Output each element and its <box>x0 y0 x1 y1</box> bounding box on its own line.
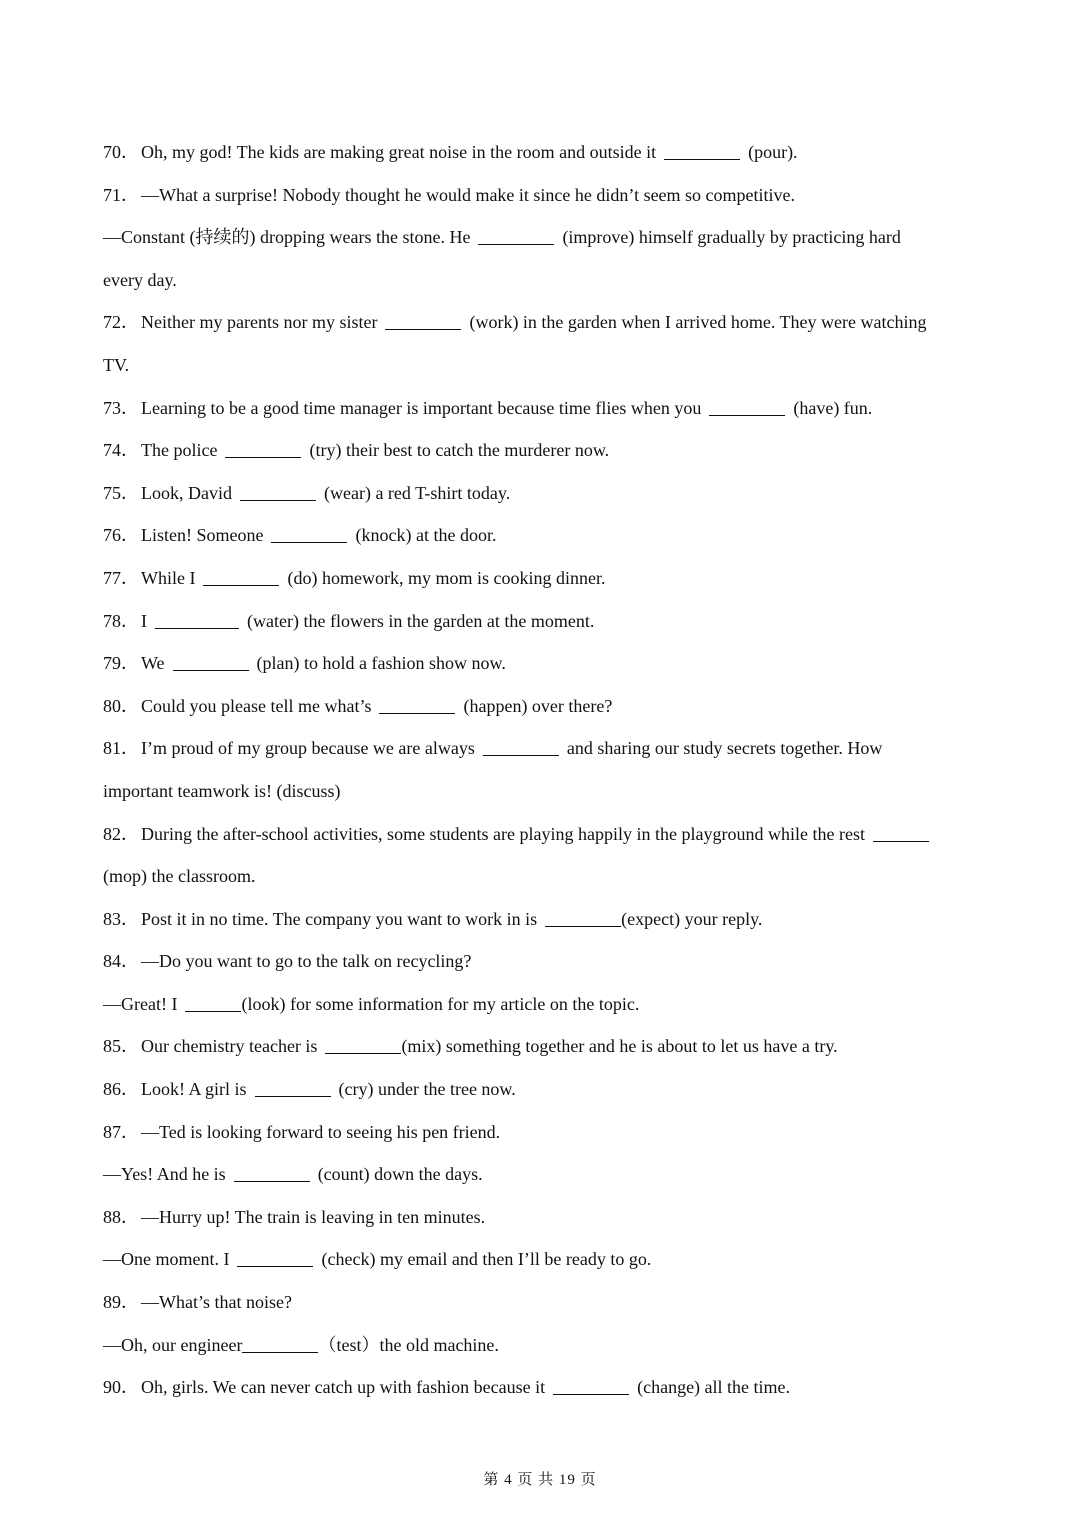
question-hint: （test）the old machine. <box>318 1334 499 1355</box>
question-hint: and sharing our study secrets together. How <box>566 738 883 759</box>
question-text: The police <box>141 440 218 461</box>
question-text: important teamwork is! (discuss) <box>103 780 341 801</box>
question-text: TV. <box>103 354 130 375</box>
question-text: Learning to be a good time manager is important because time flies when you <box>141 397 702 418</box>
answer-blank[interactable] <box>478 226 554 245</box>
question-text: —Do you want to go to the talk on recycling? <box>141 951 472 972</box>
question-71-line-3 <box>103 259 983 302</box>
question-hint: (mix) something together and he is about to let us have a try. <box>401 1036 838 1057</box>
question-number: 89． <box>103 1292 139 1313</box>
question-87 <box>103 1111 983 1154</box>
question-84 <box>103 940 983 983</box>
question-79 <box>103 642 983 685</box>
question-number: 90． <box>103 1377 139 1398</box>
question-70 <box>103 131 983 174</box>
question-number: 78． <box>103 610 139 631</box>
question-number: 76． <box>103 525 139 546</box>
answer-blank[interactable] <box>379 695 455 714</box>
question-text: Post it in no time. The company you want to work in is <box>141 908 538 929</box>
question-text: Look! A girl is <box>141 1079 247 1100</box>
question-89-line-2 <box>103 1324 983 1367</box>
question-72 <box>103 301 983 344</box>
question-hint: (change) all the time. <box>637 1377 791 1398</box>
question-text: —Great! I <box>103 993 178 1014</box>
question-number: 82． <box>103 823 139 844</box>
question-number: 88． <box>103 1206 139 1227</box>
question-number: 87． <box>103 1121 139 1142</box>
question-hint: (work) in the garden when I arrived home. They were watching <box>469 312 927 333</box>
answer-blank[interactable] <box>483 737 559 756</box>
question-text: —Oh, our engineer <box>103 1334 243 1355</box>
question-hint: (happen) over there? <box>463 695 613 716</box>
question-hint: (water) the flowers in the garden at the moment. <box>247 610 595 631</box>
answer-blank[interactable] <box>664 141 740 160</box>
question-82 <box>103 813 983 856</box>
question-81-line-2 <box>103 770 983 813</box>
page-footer: 第 4 页 共 19 页 <box>483 1472 597 1488</box>
question-84-line-2 <box>103 983 983 1026</box>
question-hint: (plan) to hold a fashion show now. <box>256 653 506 674</box>
answer-blank[interactable] <box>255 1078 331 1097</box>
question-number: 77． <box>103 567 139 588</box>
question-number: 80． <box>103 695 139 716</box>
answer-blank[interactable] <box>173 652 249 671</box>
question-83 <box>103 898 983 941</box>
question-text: Look, David <box>141 482 232 503</box>
question-text: —What’s that noise? <box>141 1292 292 1313</box>
question-text: —Hurry up! The train is leaving in ten minutes. <box>141 1206 486 1227</box>
question-text: —One moment. I <box>103 1249 230 1270</box>
question-list <box>103 131 983 1409</box>
question-hint: (improve) himself gradually by practicing hard <box>562 227 901 248</box>
question-85 <box>103 1025 983 1068</box>
answer-blank[interactable] <box>873 823 929 842</box>
question-hint: (do) homework, my mom is cooking dinner. <box>287 567 606 588</box>
question-text: Oh, girls. We can never catch up with fashion because it <box>141 1377 546 1398</box>
answer-blank[interactable] <box>709 397 785 416</box>
question-number: 75． <box>103 482 139 503</box>
question-number: 81． <box>103 738 139 759</box>
question-text: Our chemistry teacher is <box>141 1036 318 1057</box>
question-86 <box>103 1068 983 1111</box>
question-88-line-2 <box>103 1238 983 1281</box>
question-number: 74． <box>103 440 139 461</box>
question-hint: (expect) your reply. <box>621 908 763 929</box>
question-text: I’m proud of my group because we are always <box>141 738 475 759</box>
question-71 <box>103 174 983 217</box>
question-text: Oh, my god! The kids are making great noise in the room and outside it <box>141 142 657 162</box>
question-hint: (mop) the classroom. <box>103 866 256 887</box>
question-text: I <box>141 610 147 631</box>
answer-blank[interactable] <box>271 524 347 543</box>
question-number: 72． <box>103 312 139 333</box>
answer-blank[interactable] <box>545 908 621 927</box>
question-number: 83． <box>103 908 139 929</box>
question-hint: (look) for some information for my article on the topic. <box>241 993 640 1014</box>
answer-blank[interactable] <box>325 1035 401 1054</box>
question-number: 71． <box>103 184 139 205</box>
answer-blank[interactable] <box>242 1334 318 1353</box>
question-text: Could you please tell me what’s <box>141 695 372 716</box>
answer-blank[interactable] <box>185 993 241 1012</box>
question-88 <box>103 1196 983 1239</box>
question-72-line-2 <box>103 344 983 387</box>
question-hint: (cry) under the tree now. <box>338 1079 516 1100</box>
question-number: 73． <box>103 397 139 418</box>
question-hint: (have) fun. <box>793 397 873 418</box>
question-text: During the after-school activities, some students are playing happily in the playground while the rest <box>141 823 865 844</box>
question-73 <box>103 387 983 430</box>
question-number: 84． <box>103 951 139 972</box>
answer-blank[interactable] <box>234 1163 310 1182</box>
question-hint: (count) down the days. <box>317 1164 483 1185</box>
question-hint: (pour). <box>748 142 798 162</box>
question-text: Listen! Someone <box>141 525 264 546</box>
answer-blank[interactable] <box>203 567 279 586</box>
question-hint: (try) their best to catch the murderer now. <box>309 440 610 461</box>
answer-blank[interactable] <box>553 1376 629 1395</box>
answer-blank[interactable] <box>237 1248 313 1267</box>
question-89 <box>103 1281 983 1324</box>
question-76 <box>103 514 983 557</box>
question-text: —Yes! And he is <box>103 1164 226 1185</box>
question-number: 85． <box>103 1036 139 1057</box>
question-80 <box>103 685 983 728</box>
answer-blank[interactable] <box>155 610 239 629</box>
question-number: 79． <box>103 653 139 674</box>
question-text: While I <box>141 567 196 588</box>
answer-blank[interactable] <box>385 311 461 330</box>
question-hint: (check) my email and then I’ll be ready to go. <box>321 1249 652 1270</box>
question-text: —Ted is looking forward to seeing his pen friend. <box>141 1121 501 1142</box>
question-text: Neither my parents nor my sister <box>141 312 378 333</box>
question-text: every day. <box>103 269 177 290</box>
question-hint: (wear) a red T-shirt today. <box>323 482 511 503</box>
answer-blank[interactable] <box>240 482 316 501</box>
answer-blank[interactable] <box>225 439 301 458</box>
question-74 <box>103 429 983 472</box>
question-87-line-2 <box>103 1153 983 1196</box>
question-number: 70． <box>103 142 139 162</box>
question-77 <box>103 557 983 600</box>
question-number: 86． <box>103 1079 139 1100</box>
question-90 <box>103 1366 983 1409</box>
question-hint: (knock) at the door. <box>355 525 497 546</box>
question-75 <box>103 472 983 515</box>
question-text: —What a surprise! Nobody thought he would make it since he didn’t seem so competitive. <box>141 184 796 205</box>
question-82-line-2 <box>103 855 983 898</box>
question-71-line-2 <box>103 216 983 259</box>
question-text: We <box>141 653 165 674</box>
question-text: —Constant (持续的) dropping wears the stone. He <box>103 227 471 248</box>
question-81 <box>103 727 983 770</box>
question-78 <box>103 600 983 643</box>
